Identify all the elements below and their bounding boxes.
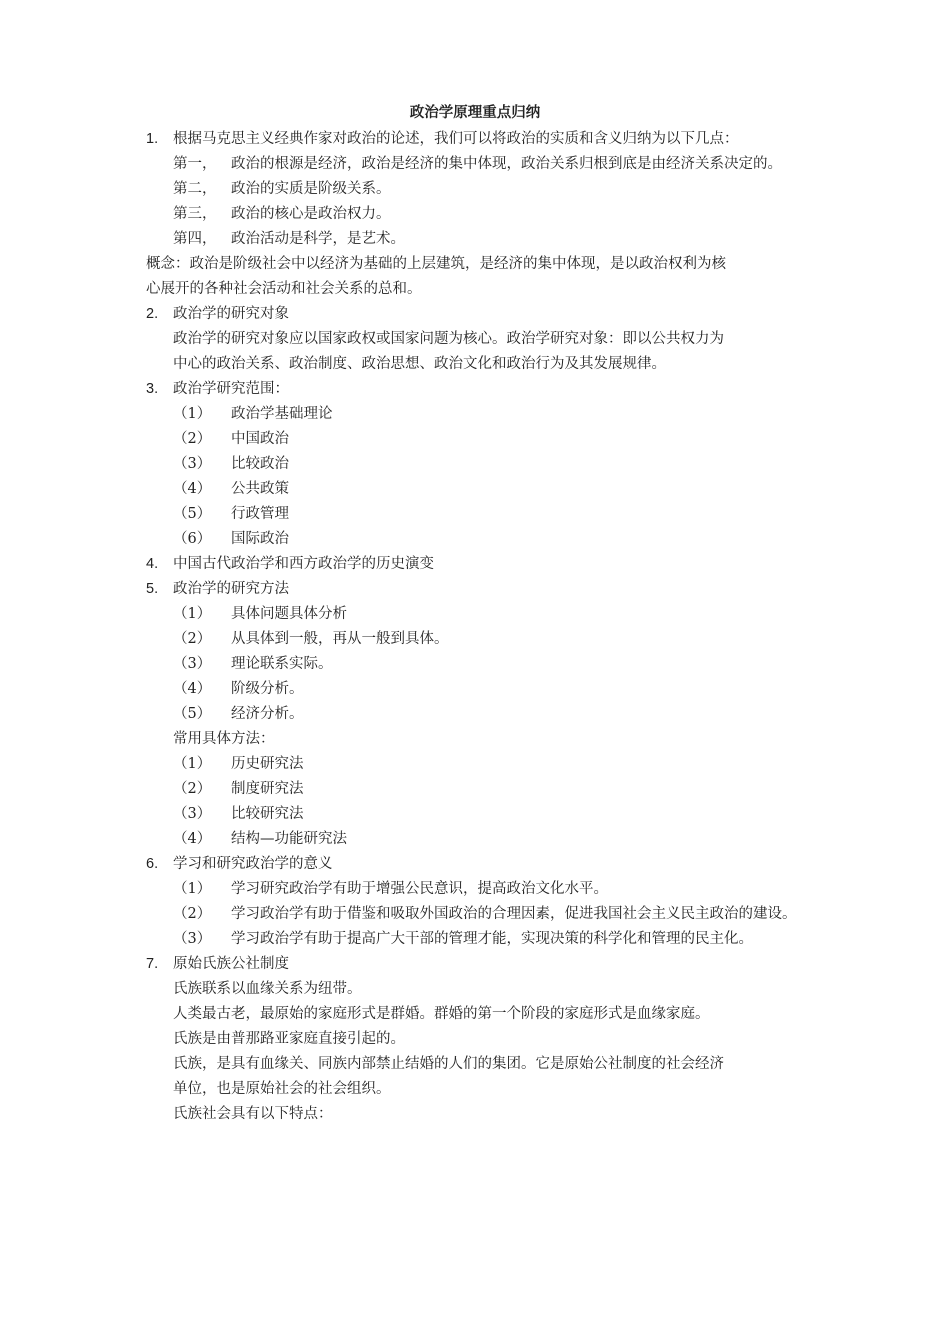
- item-text: 理论联系实际。: [231, 656, 333, 672]
- item-label: （3）: [173, 931, 212, 947]
- item-label: （1）: [173, 406, 212, 422]
- item-label: （2）: [173, 906, 212, 922]
- section-number: 5.: [146, 581, 159, 597]
- list-item: [146, 652, 836, 677]
- paragraph-line: 单位，也是原始社会的社会组织。: [173, 1081, 391, 1097]
- list-item: [146, 477, 836, 502]
- section-number: 6.: [146, 856, 159, 872]
- item-label: （1）: [173, 756, 212, 772]
- list-item: [146, 627, 836, 652]
- item-text: 经济分析。: [231, 706, 304, 722]
- paragraph-line: 氏族，是具有血缘关、同族内部禁止结婚的人们的集团。它是原始公社制度的社会经济: [173, 1056, 724, 1072]
- section-4-heading: [146, 552, 836, 577]
- section-number: 2.: [146, 306, 159, 322]
- paragraph-line: 氏族是由普那路亚家庭直接引起的。: [173, 1031, 405, 1047]
- item-label: （1）: [173, 606, 212, 622]
- list-item: [146, 877, 836, 902]
- list-item: [146, 752, 836, 777]
- common-methods-heading: 常用具体方法：: [173, 731, 275, 747]
- list-item: [146, 802, 836, 827]
- section-number: 7.: [146, 956, 159, 972]
- section-number: 4.: [146, 556, 159, 572]
- section-7-heading: [146, 952, 836, 977]
- item-label: （4）: [173, 831, 212, 847]
- list-item: [146, 602, 836, 627]
- section-number: 1.: [146, 131, 159, 147]
- item-label: 第四，: [173, 231, 217, 247]
- list-item: [146, 702, 836, 727]
- item-text: 国际政治: [231, 531, 289, 547]
- list-item: [146, 827, 836, 852]
- item-text: 比较研究法: [231, 806, 304, 822]
- section-1-heading: [146, 127, 836, 152]
- item-text: 政治学基础理论: [231, 406, 333, 422]
- item-text: 行政管理: [231, 506, 289, 522]
- item-label: （4）: [173, 681, 212, 697]
- section-title: 政治学的研究对象: [173, 306, 289, 322]
- paragraph-line: 中心的政治关系、政治制度、政治思想、政治文化和政治行为及其发展规律。: [173, 356, 666, 372]
- item-text: 中国政治: [231, 431, 289, 447]
- item-text: 学习政治学有助于借鉴和吸取外国政治的合理因素，促进我国社会主义民主政治的建设。: [231, 906, 797, 922]
- section-6-heading: [146, 852, 836, 877]
- list-item: [146, 927, 836, 952]
- item-text: 政治的核心是政治权力。: [231, 206, 391, 222]
- list-item: [146, 677, 836, 702]
- list-item: [146, 202, 836, 227]
- item-text: 具体问题具体分析: [231, 606, 347, 622]
- list-item: [146, 402, 836, 427]
- item-text: 比较政治: [231, 456, 289, 472]
- item-text: 政治的实质是阶级关系。: [231, 181, 391, 197]
- section-title: 原始氏族公社制度: [173, 956, 289, 972]
- item-text: 政治活动是科学，是艺术。: [231, 231, 405, 247]
- paragraph-line: 氏族联系以血缘关系为纽带。: [173, 981, 362, 997]
- section-5-heading: [146, 577, 836, 602]
- document-title: 政治学原理重点归纳: [409, 105, 541, 121]
- list-item: [146, 527, 836, 552]
- item-label: （3）: [173, 656, 212, 672]
- list-item: [146, 502, 836, 527]
- item-label: 第三，: [173, 206, 217, 222]
- item-label: （5）: [173, 706, 212, 722]
- document-body: [146, 127, 836, 1127]
- item-text: 历史研究法: [231, 756, 304, 772]
- item-text: 学习政治学有助于提高广大干部的管理才能，实现决策的科学化和管理的民主化。: [231, 931, 753, 947]
- item-label: 第二，: [173, 181, 217, 197]
- concept-line: 概念：政治是阶级社会中以经济为基础的上层建筑，是经济的集中体现，是以政治权利为核: [146, 256, 726, 272]
- section-title: 政治学研究范围：: [173, 381, 289, 397]
- list-item: [146, 427, 836, 452]
- item-text: 制度研究法: [231, 781, 304, 797]
- item-label: （2）: [173, 781, 212, 797]
- item-label: （6）: [173, 531, 212, 547]
- paragraph-line: 氏族社会具有以下特点：: [173, 1106, 333, 1122]
- item-label: （4）: [173, 481, 212, 497]
- section-title: 中国古代政治学和西方政治学的历史演变: [173, 556, 434, 572]
- item-text: 阶级分析。: [231, 681, 304, 697]
- item-label: （3）: [173, 806, 212, 822]
- list-item: [146, 452, 836, 477]
- paragraph-line: 政治学的研究对象应以国家政权或国家问题为核心。政治学研究对象：即以公共权力为: [173, 331, 724, 347]
- item-label: （3）: [173, 456, 212, 472]
- section-number: 3.: [146, 381, 159, 397]
- item-text: 结构—功能研究法: [231, 831, 347, 847]
- item-text: 政治的根源是经济，政治是经济的集中体现，政治关系归根到底是由经济关系决定的。: [231, 156, 782, 172]
- item-label: 第一，: [173, 156, 217, 172]
- list-item: [146, 902, 836, 927]
- list-item: [146, 152, 836, 177]
- item-text: 从具体到一般，再从一般到具体。: [231, 631, 449, 647]
- item-label: （2）: [173, 631, 212, 647]
- item-text: 公共政策: [231, 481, 289, 497]
- concept-line: 心展开的各种社会活动和社会关系的总和。: [146, 281, 422, 297]
- section-3-heading: [146, 377, 836, 402]
- section-title: 根据马克思主义经典作家对政治的论述，我们可以将政治的实质和含义归纳为以下几点：: [173, 131, 739, 147]
- list-item: [146, 777, 836, 802]
- item-label: （1）: [173, 881, 212, 897]
- list-item: [146, 227, 836, 252]
- section-title: 政治学的研究方法: [173, 581, 289, 597]
- item-label: （2）: [173, 431, 212, 447]
- section-2-heading: [146, 302, 836, 327]
- item-label: （5）: [173, 506, 212, 522]
- item-text: 学习研究政治学有助于增强公民意识，提高政治文化水平。: [231, 881, 608, 897]
- section-title: 学习和研究政治学的意义: [173, 856, 333, 872]
- paragraph-line: 人类最古老，最原始的家庭形式是群婚。群婚的第一个阶段的家庭形式是血缘家庭。: [173, 1006, 710, 1022]
- list-item: [146, 177, 836, 202]
